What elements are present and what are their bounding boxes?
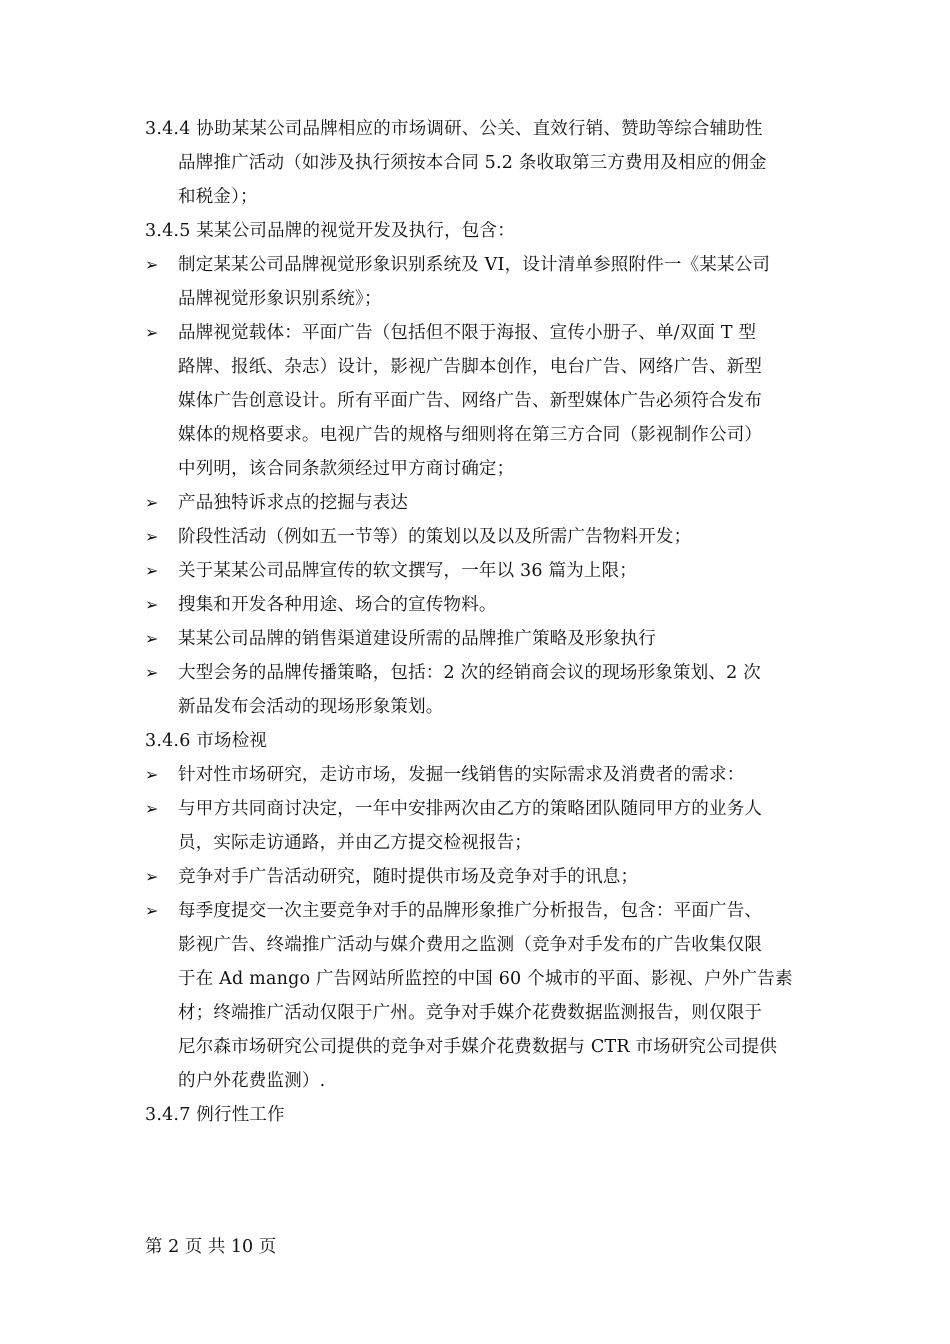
list-item-line: 每季度提交一次主要竞争对手的品牌形象推广分析报告，包含：平面广告、 [178,901,763,921]
list-item [145,792,810,860]
list-item-line: 关于某某公司品牌宣传的软文撰写，一年以 36 篇为上限； [178,561,637,581]
section-344-line-3: 和税金）； [178,187,258,207]
list-item-line: 材；终端推广活动仅限于广州。竞争对手媒介花费数据监测报告，则仅限于 [178,1003,763,1023]
list-item-line: 的户外花费监测）. [178,1071,326,1091]
list-item [145,758,810,792]
list-item [145,860,810,894]
list-item [145,894,810,1098]
list-item-line: 某某公司品牌的销售渠道建设所需的品牌推广策略及形象执行 [178,629,656,649]
section-344-line-1: 3.4.4 协助某某公司品牌相应的市场调研、公关、直效行销、赞助等综合辅助性 [145,119,763,139]
arrow-bullet-icon: ➢ [145,561,159,580]
arrow-bullet-icon: ➢ [145,493,159,512]
arrow-bullet-icon: ➢ [145,799,159,818]
list-item [145,656,810,724]
list-item-line: 品牌视觉形象识别系统》； [178,289,382,309]
list-item-line: 与甲方共同商讨决定，一年中安排两次由乙方的策略团队随同甲方的业务人 [178,799,763,819]
list-item-line: 阶段性活动（例如五一节等）的策划以及以及所需广告物料开发； [178,527,692,547]
section-344-line-2: 品牌推广活动（如涉及执行须按本合同 5.2 条收取第三方费用及相应的佣金 [178,153,767,173]
list-item-line: 品牌视觉载体：平面广告（包括但不限于海报、宣传小册子、单/双面 T 型 [178,323,757,343]
section-345-heading: 3.4.5 某某公司品牌的视觉开发及执行，包含： [145,221,515,241]
list-item-line: 员，实际走访通路，并由乙方提交检视报告； [178,833,532,853]
list-item-line: 大型会务的品牌传播策略，包括：2 次的经销商会议的现场形象策划、2 次 [178,663,761,683]
arrow-bullet-icon: ➢ [145,867,159,886]
list-item-line: 制定某某公司品牌视觉形象识别系统及 VI，设计清单参照附件一《某某公司 [178,255,771,275]
list-item [145,554,810,588]
page-number-footer: 第 2 页 共 10 页 [145,1237,277,1257]
list-item [145,316,810,486]
list-item [145,248,810,316]
arrow-bullet-icon: ➢ [145,527,159,546]
arrow-bullet-icon: ➢ [145,323,159,342]
arrow-bullet-icon: ➢ [145,255,159,274]
list-item-line: 于在 Ad mango 广告网站所监控的中国 60 个城市的平面、影视、户外广告素 [178,969,793,989]
list-item-line: 中列明，该合同条款须经过甲方商讨确定； [178,459,515,479]
document-body [145,112,810,1132]
list-item-line: 路牌、报纸、杂志）设计，影视广告脚本创作，电台广告、网络广告、新型 [178,357,763,377]
arrow-bullet-icon: ➢ [145,901,159,920]
list-item-line: 搜集和开发各种用途、场合的宣传物料。 [178,595,497,615]
arrow-bullet-icon: ➢ [145,595,159,614]
list-item-line: 尼尔森市场研究公司提供的竞争对手媒介花费数据与 CTR 市场研究公司提供 [178,1037,778,1057]
list-item-line: 媒体广告创意设计。所有平面广告、网络广告、新型媒体广告必须符合发布 [178,391,763,411]
list-item [145,622,810,656]
list-item-line: 影视广告、终端推广活动与媒介费用之监测（竞争对手发布的广告收集仅限 [178,935,763,955]
list-item-line: 针对性市场研究，走访市场，发掘一线销售的实际需求及消费者的需求： [178,765,745,785]
section-346-heading: 3.4.6 市场检视 [145,731,268,751]
list-item-line: 媒体的规格要求。电视广告的规格与细则将在第三方合同（影视制作公司） [178,425,763,445]
list-item-line: 新品发布会活动的现场形象策划。 [178,697,444,717]
section-347-heading: 3.4.7 例行性工作 [145,1105,285,1125]
list-item [145,588,810,622]
list-item [145,486,810,520]
list-item-line: 产品独特诉求点的挖掘与表达 [178,493,409,513]
list-item-line: 竞争对手广告活动研究，随时提供市场及竞争对手的讯息； [178,867,639,887]
arrow-bullet-icon: ➢ [145,663,159,682]
list-item [145,520,810,554]
arrow-bullet-icon: ➢ [145,765,159,784]
arrow-bullet-icon: ➢ [145,629,159,648]
